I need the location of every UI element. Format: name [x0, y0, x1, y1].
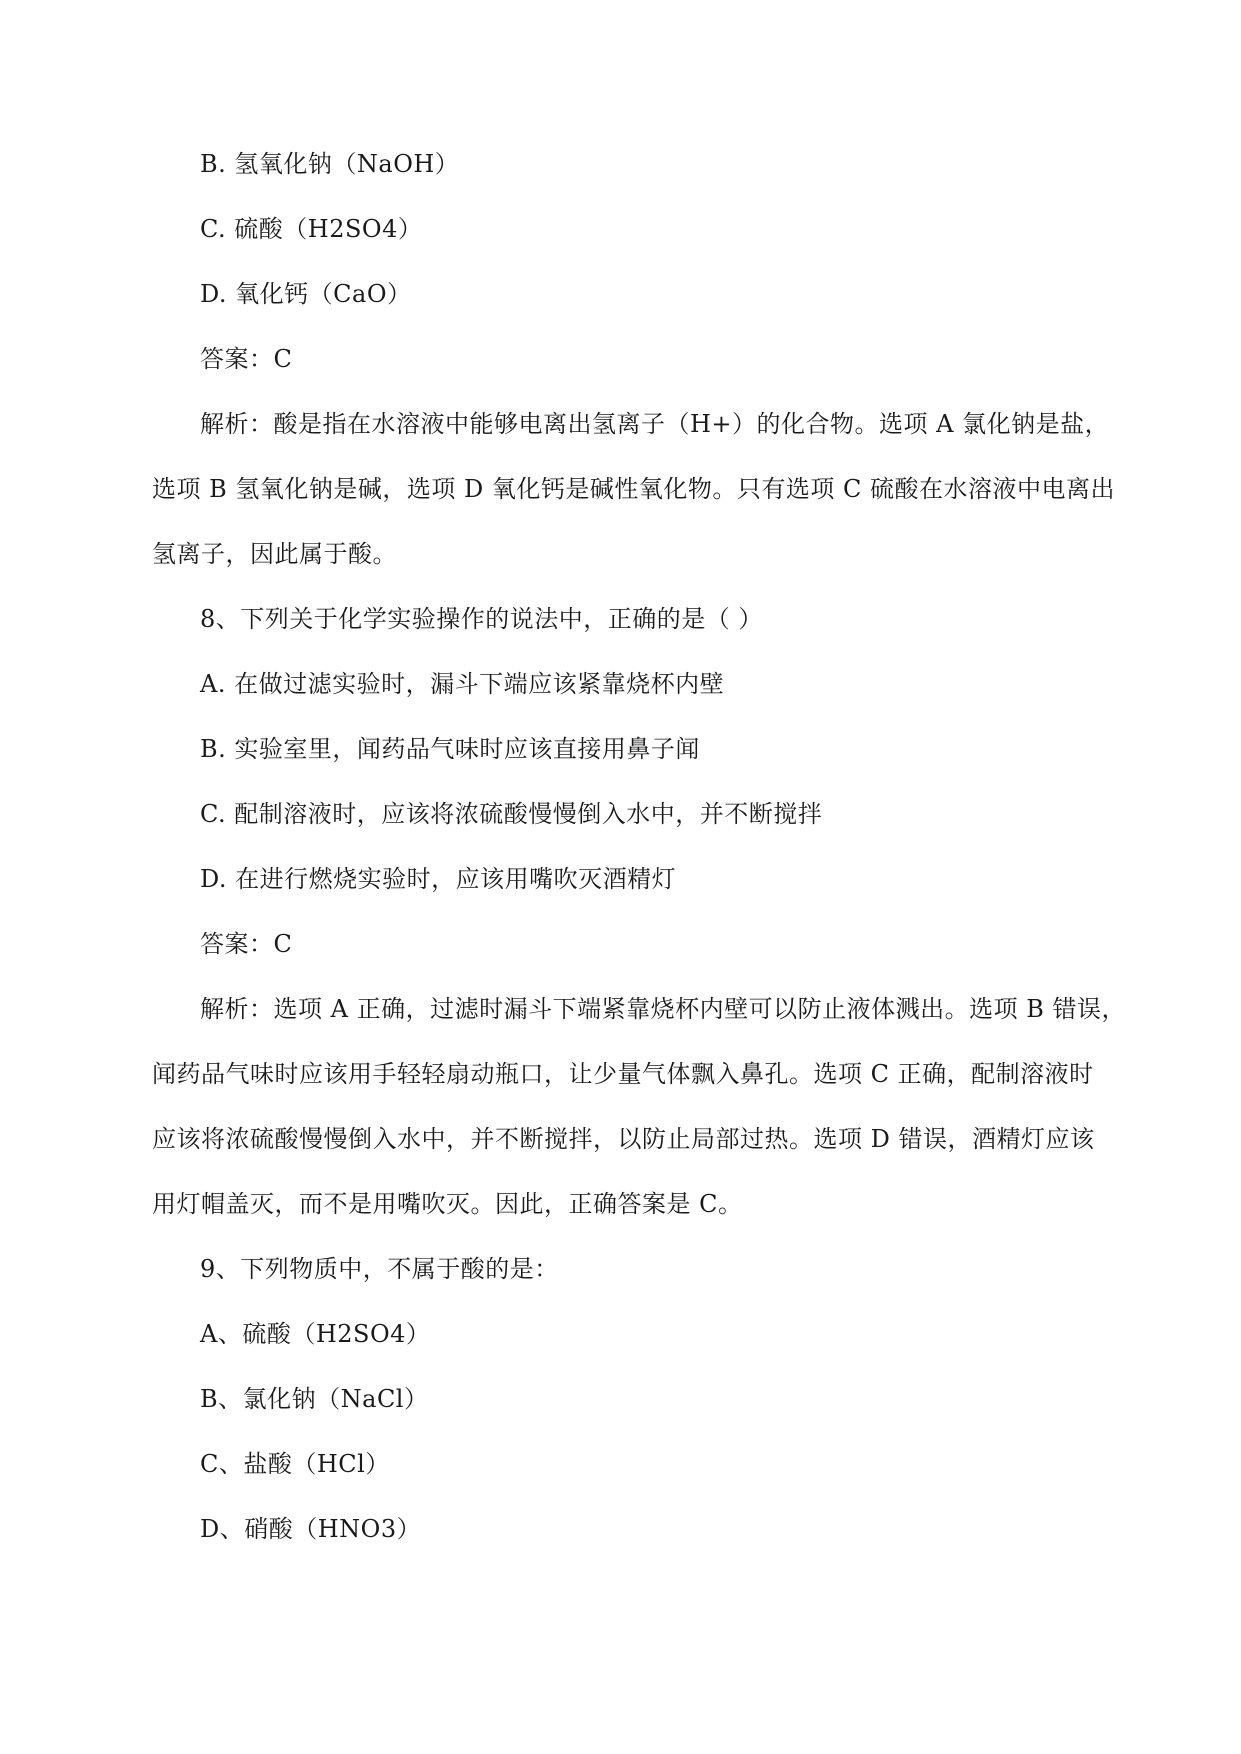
- q9-question: 9、下列物质中，不属于酸的是：: [200, 1255, 559, 1283]
- q7-explanation-line-2: 选项 B 氢氧化钠是碱，选项 D 氧化钙是碱性氧化物。只有选项 C 硫酸在水溶液中电离出: [152, 475, 1116, 503]
- q8-explanation-line-4: 用灯帽盖灭，而不是用嘴吹灭。因此，正确答案是 C。: [152, 1190, 743, 1218]
- q9-option-d: D、硝酸（HNO3）: [200, 1515, 422, 1543]
- q7-option-d: D. 氧化钙（CaO）: [200, 280, 412, 308]
- q7-option-b: B. 氢氧化钠（NaOH）: [200, 150, 460, 178]
- q8-option-c: C. 配制溶液时，应该将浓硫酸慢慢倒入水中，并不断搅拌: [200, 800, 823, 828]
- q8-option-b: B. 实验室里，闻药品气味时应该直接用鼻子闻: [200, 735, 700, 763]
- q8-explanation-line-2: 闻药品气味时应该用手轻轻扇动瓶口，让少量气体飘入鼻孔。选项 C 正确，配制溶液时: [152, 1060, 1094, 1088]
- q9-option-c: C、盐酸（HCl）: [200, 1450, 390, 1478]
- q8-explanation-line-3: 应该将浓硫酸慢慢倒入水中，并不断搅拌，以防止局部过热。选项 D 错误，酒精灯应该: [152, 1125, 1095, 1153]
- q9-option-b: B、氯化钠（NaCl）: [200, 1385, 429, 1413]
- q8-answer: 答案：C: [200, 930, 293, 958]
- q8-option-a: A. 在做过滤实验时，漏斗下端应该紧靠烧杯内壁: [200, 670, 725, 698]
- q7-explanation-line-1: 解析：酸是指在水溶液中能够电离出氢离子（H+）的化合物。选项 A 氯化钠是盐，: [200, 410, 1110, 438]
- q7-option-c: C. 硫酸（H2SO4）: [200, 215, 423, 243]
- q7-explanation-line-3: 氢离子，因此属于酸。: [152, 540, 397, 568]
- q8-question: 8、下列关于化学实验操作的说法中，正确的是（ ）: [200, 605, 763, 633]
- q9-option-a: A、硫酸（H2SO4）: [200, 1320, 431, 1348]
- q7-answer: 答案：C: [200, 345, 293, 373]
- q8-explanation-line-1: 解析：选项 A 正确，过滤时漏斗下端紧靠烧杯内壁可以防止液体溅出。选项 B 错误，: [200, 995, 1126, 1023]
- q8-option-d: D. 在进行燃烧实验时，应该用嘴吹灭酒精灯: [200, 865, 677, 893]
